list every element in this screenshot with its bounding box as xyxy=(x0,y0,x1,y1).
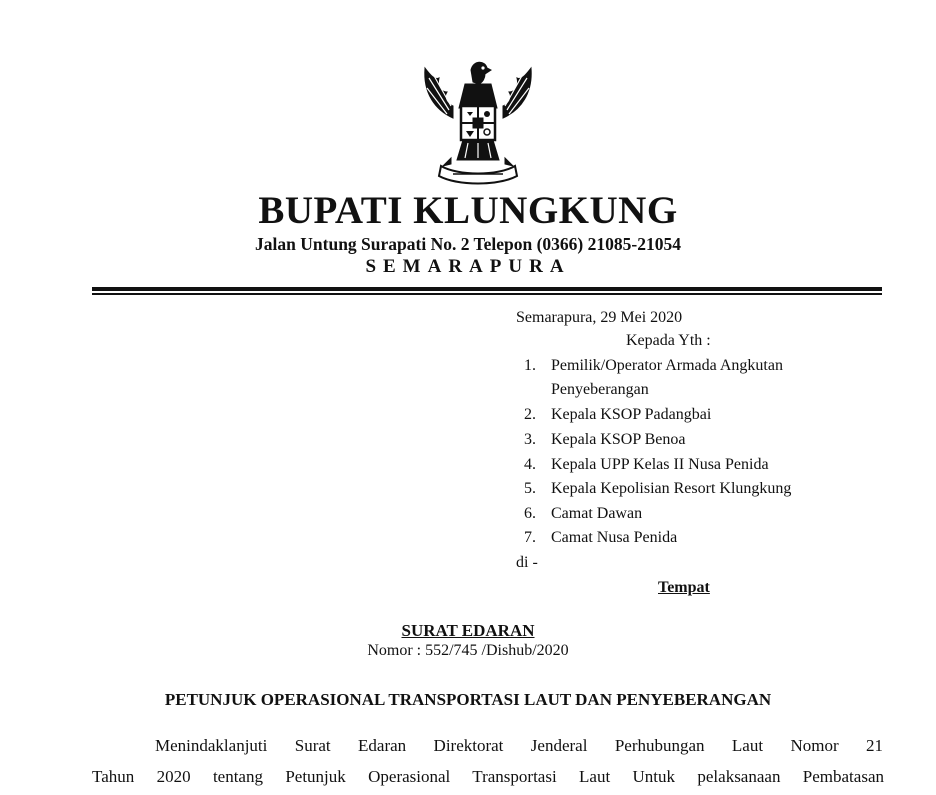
recipient-item xyxy=(524,357,783,375)
document-type: SURAT EDARAN xyxy=(401,621,535,640)
recipient-number: 4. xyxy=(524,456,536,473)
recipient-item xyxy=(524,505,642,523)
letter-date: Semarapura, 29 Mei 2020 xyxy=(516,309,683,326)
letterhead-rule-thick xyxy=(92,287,882,291)
document-number: Nomor : 552/745 /Dishub/2020 xyxy=(367,642,569,659)
letterhead-city: SEMARAPURA xyxy=(365,256,571,277)
recipient-text: Kepala KSOP Padangbai xyxy=(551,406,712,423)
letterhead-rule-thin xyxy=(92,293,882,295)
recipient-number: 3. xyxy=(524,431,536,448)
recipient-text: Penyeberangan xyxy=(551,381,649,398)
recipient-number: 6. xyxy=(524,505,536,522)
recipient-text: Kepala UPP Kelas II Nusa Penida xyxy=(551,456,769,473)
body-paragraph-line: Menindaklanjuti Surat Edaran Direktorat Jenderal Perhubungan Laut Nomor 21 xyxy=(155,736,883,755)
recipient-text: Camat Nusa Penida xyxy=(551,529,678,546)
recipient-text: Kepala Kepolisian Resort Klungkung xyxy=(551,480,792,497)
document-subject: PETUNJUK OPERASIONAL TRANSPORTASI LAUT DAN PENYEBERANGAN xyxy=(164,690,772,709)
addressee-heading: Kepada Yth : xyxy=(626,332,711,349)
recipient-number: 7. xyxy=(524,529,536,546)
recipient-text: Kepala KSOP Benoa xyxy=(551,431,686,448)
recipient-item xyxy=(524,480,791,498)
letterhead-title: BUPATI KLUNGKUNG xyxy=(258,189,678,232)
recipient-item xyxy=(524,529,677,547)
garuda-emblem-icon xyxy=(413,48,543,193)
recipient-number: 1. xyxy=(524,357,536,374)
letterhead-address: Jalan Untung Surapati No. 2 Telepon (0366) 21085-21054 xyxy=(255,234,681,254)
recipient-number: 2. xyxy=(524,406,536,423)
recipient-item xyxy=(524,431,686,449)
recipient-item xyxy=(524,456,769,474)
location-prefix: di - xyxy=(516,554,538,571)
body-paragraph-line: Tahun 2020 tentang Petunjuk Operasional Transportasi Laut Untuk pelaksanaan Pembatasan xyxy=(92,767,884,786)
recipient-text: Camat Dawan xyxy=(551,505,643,522)
location-label: Tempat xyxy=(658,579,710,596)
recipient-number: 5. xyxy=(524,480,536,497)
recipient-item xyxy=(524,406,711,424)
recipient-text: Pemilik/Operator Armada Angkutan xyxy=(551,357,783,374)
recipient-item-continuation xyxy=(524,381,649,399)
